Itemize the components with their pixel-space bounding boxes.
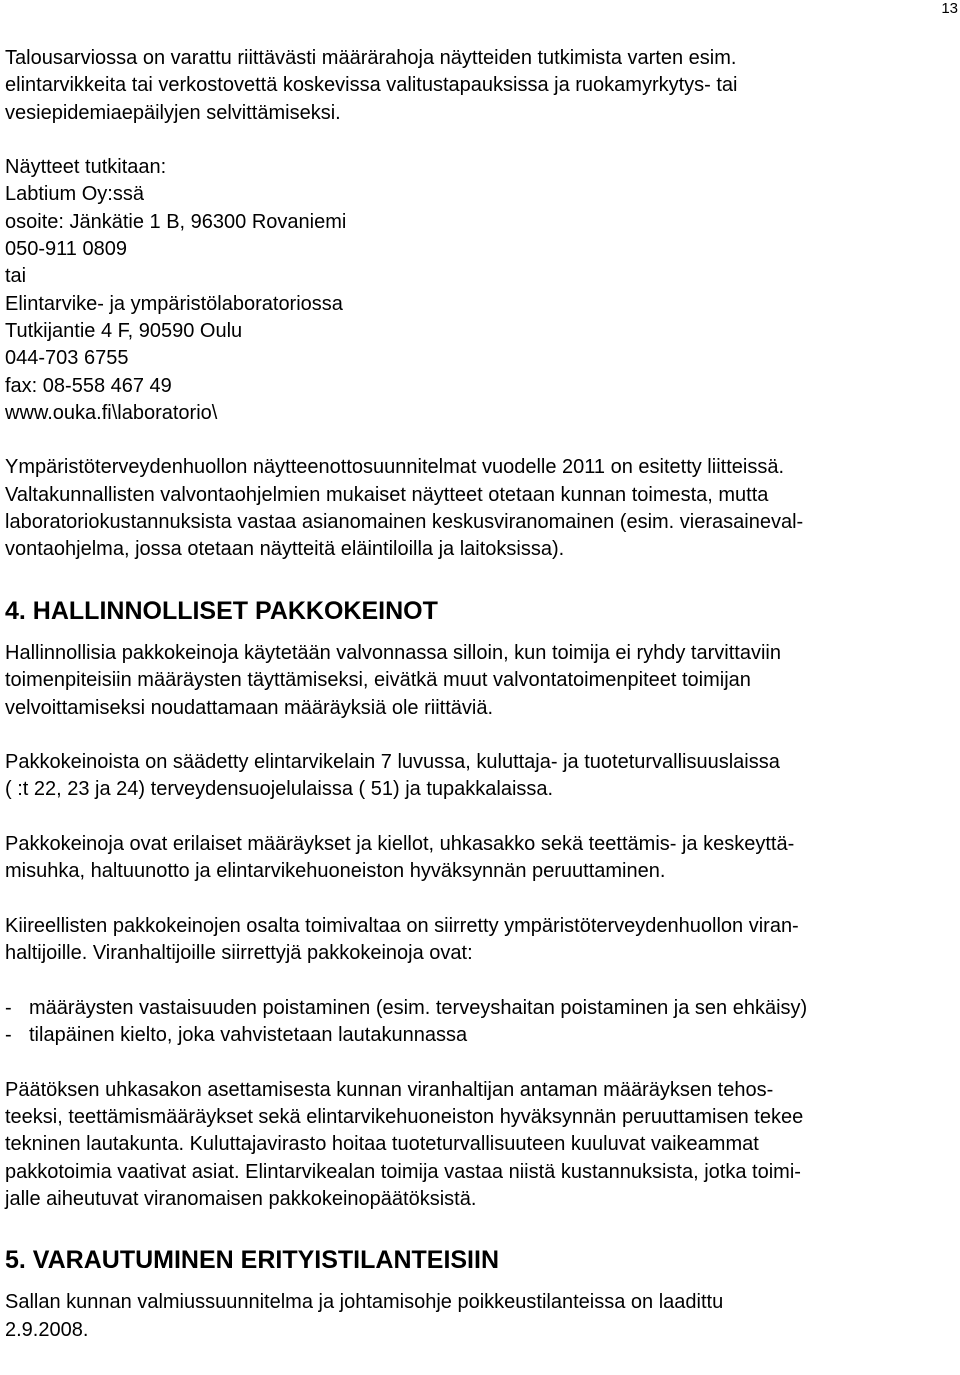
paragraph-spacer xyxy=(5,886,957,913)
text-line: Näytteet tutkitaan: xyxy=(5,156,167,179)
text-line: Päätöksen uhkasakon asettamisesta kunnan viranhaltijan antaman määräyksen tehos- xyxy=(5,1078,774,1101)
text-line: ( :t 22, 23 ja 24) terveydensuojelulaissa ( 51) ja tupakkalaissa. xyxy=(5,778,554,801)
paragraph-spacer xyxy=(5,804,957,831)
text-line: elintarvikkeita tai verkostovettä koskevissa valitustapauksissa ja ruokamyrkytys- tai xyxy=(5,74,738,97)
page-number: 13 xyxy=(941,0,958,17)
labs-contact-block xyxy=(5,154,957,427)
paragraph-spacer xyxy=(5,1213,957,1240)
paragraph-spacer xyxy=(5,427,957,454)
admin-measures-paragraph xyxy=(5,640,957,722)
paragraph-spacer xyxy=(5,1049,957,1076)
text-line: velvoittamiseksi noudattamaan määräyksiä ole riittäviä. xyxy=(5,696,493,719)
paragraph-spacer xyxy=(5,722,957,749)
text-line: Elintarvike- ja ympäristölaboratoriossa xyxy=(5,292,343,315)
text-line: Sallan kunnan valmiussuunnitelma ja johtamisohje poikkeustilanteissa on laadittu xyxy=(5,1291,724,1314)
text-line: Hallinnollisia pakkokeinoja käytetään valvonnassa silloin, kun toimija ei ryhdy tarvittaviin xyxy=(5,641,781,664)
text-line: Labtium Oy:ssä xyxy=(5,183,144,206)
budget-paragraph xyxy=(5,45,957,127)
text-line: haltijoille. Viranhaltijoille siirrettyjä pakkokeinoja ovat: xyxy=(5,942,473,965)
sampling-plan-paragraph xyxy=(5,454,957,563)
text-line: Pakkokeinoista on säädetty elintarvikelain 7 luvussa, kuluttaja- ja tuoteturvallisuuslaissa xyxy=(5,751,780,774)
list-item xyxy=(5,995,957,1022)
text-line: fax: 08-558 467 49 xyxy=(5,374,172,397)
text-line: Tutkijantie 4 F, 90590 Oulu xyxy=(5,319,243,342)
delegation-paragraph xyxy=(5,913,957,968)
text-line: osoite: Jänkätie 1 B, 96300 Rovaniemi xyxy=(5,210,347,233)
document-body xyxy=(5,45,957,1344)
measure-types-paragraph xyxy=(5,831,957,886)
text-line: www.ouka.fi\laboratorio\ xyxy=(5,401,218,424)
paragraph-spacer xyxy=(5,968,957,995)
text-line: vontaohjelma, jossa otetaan näytteitä eläintiloilla ja laitoksissa). xyxy=(5,538,565,561)
list-dash: - xyxy=(5,996,12,1019)
text-line: 2.9.2008. xyxy=(5,1318,89,1341)
text-line: teeksi, teettämismääräykset sekä elintarvikehuoneiston hyväksynnän peruuttamisen tekee xyxy=(5,1105,804,1128)
section-4-heading: 4. HALLINNOLLISET PAKKOKEINOT xyxy=(5,596,438,625)
text-line: vesiepidemiaepäilyjen selvittämiseksi. xyxy=(5,101,341,124)
list-item xyxy=(5,1022,957,1049)
preparedness-paragraph xyxy=(5,1289,957,1344)
text-line: Kiireellisten pakkokeinojen osalta toimivaltaa on siirretty ympäristöterveydenhuollon viran- xyxy=(5,914,799,937)
text-line: toimenpiteisiin määräysten täyttämiseksi, eivätkä muut valvontatoimenpiteet toimijan xyxy=(5,669,751,692)
list-item-text: tilapäinen kielto, joka vahvistetaan lautakunnassa xyxy=(29,1024,468,1047)
text-line: jalle aiheutuvat viranomaisen pakkokeinopäätöksistä. xyxy=(5,1187,477,1210)
text-line: misuhka, haltuunotto ja elintarvikehuoneiston hyväksynnän peruuttaminen. xyxy=(5,860,666,883)
list-item-text: määräysten vastaisuuden poistaminen (esim. terveyshaitan poistaminen ja sen ehkäisy) xyxy=(29,996,808,1019)
text-line: Valtakunnallisten valvontaohjelmien mukaiset näytteet otetaan kunnan toimesta, mutta xyxy=(5,483,769,506)
list-dash: - xyxy=(5,1024,12,1047)
text-line: Pakkokeinoja ovat erilaiset määräykset ja kiellot, uhkasakko sekä teettämis- ja keskeyttä- xyxy=(5,833,795,856)
text-line: pakkotoimia vaativat asiat. Elintarvikealan toimija vastaa niistä kustannuksista, jotka toimi- xyxy=(5,1160,801,1183)
text-line: Talousarviossa on varattu riittävästi määrärahoja näytteiden tutkimista varten esim. xyxy=(5,47,737,69)
text-line: tai xyxy=(5,265,27,288)
delegated-measures-list xyxy=(5,995,957,1050)
section-5-heading: 5. VARAUTUMINEN ERITYISTILANTEISIIN xyxy=(5,1246,500,1275)
paragraph-spacer xyxy=(5,127,957,154)
legislation-paragraph xyxy=(5,749,957,804)
fines-decision-paragraph xyxy=(5,1077,957,1213)
text-line: laboratoriokustannuksista vastaa asianomainen keskusviranomainen (esim. vierasaineval- xyxy=(5,511,804,534)
text-line: tekninen lautakunta. Kuluttajavirasto hoitaa tuoteturvallisuuteen kuuluvat vaikeammat xyxy=(5,1133,759,1156)
paragraph-spacer xyxy=(5,564,957,591)
text-line: Ympäristöterveydenhuollon näytteenottosuunnitelmat vuodelle 2011 on esitetty liitteissä. xyxy=(5,456,784,479)
text-line: 050-911 0809 xyxy=(5,238,127,261)
text-line: 044-703 6755 xyxy=(5,347,129,370)
